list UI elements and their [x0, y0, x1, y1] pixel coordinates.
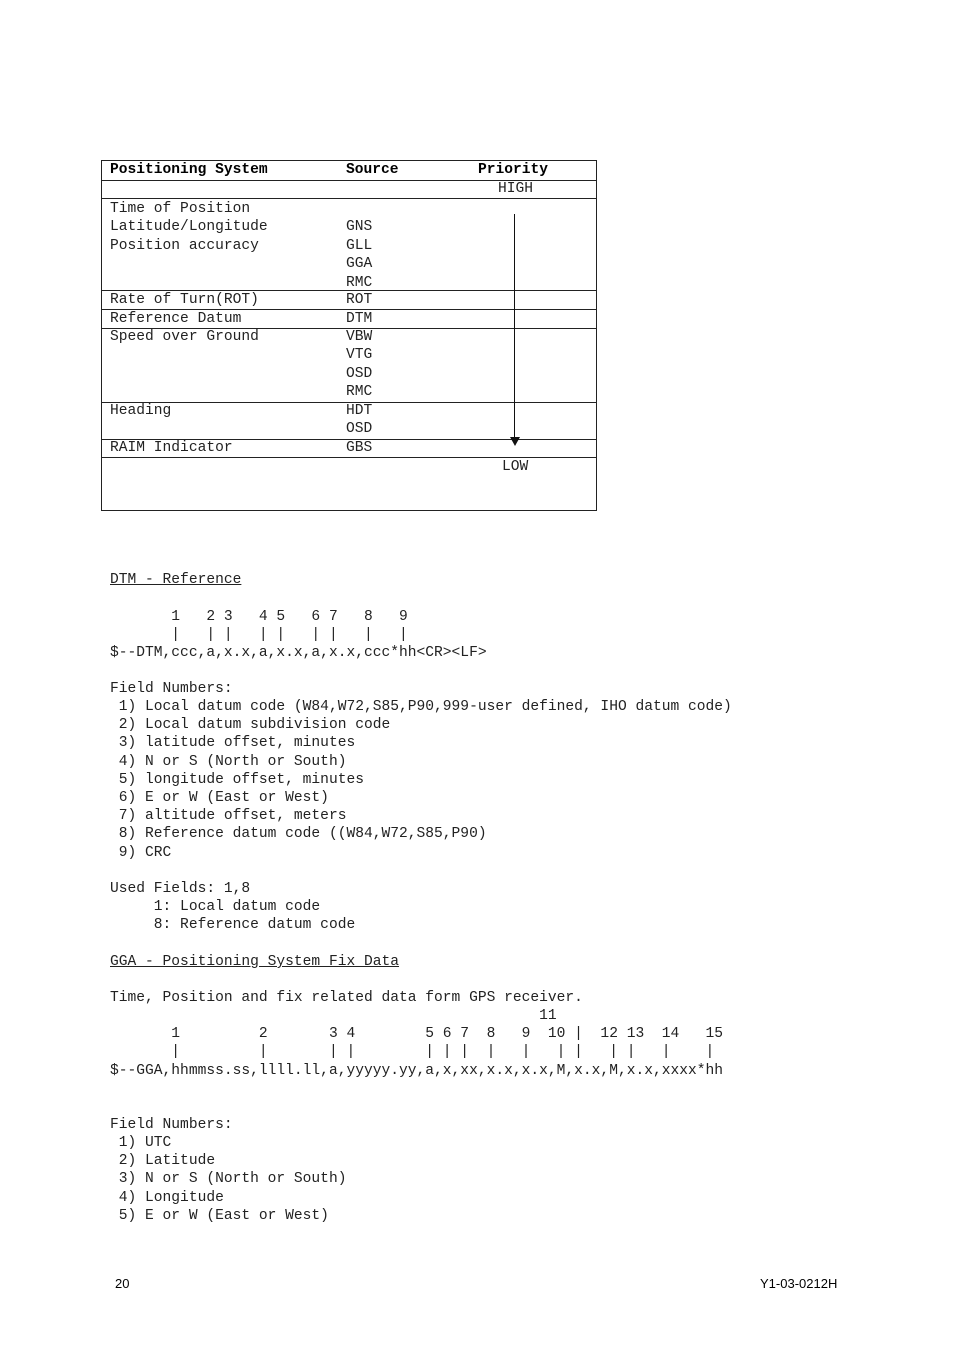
list-item: 2) Local datum subdivision code: [110, 717, 391, 734]
list-item: 8) Reference datum code ((W84,W72,S85,P90): [110, 826, 487, 843]
priority-high-label: HIGH: [498, 181, 534, 197]
list-item: 1) UTC: [110, 1135, 172, 1151]
dtm-field-list: [110, 698, 732, 862]
priority-arrow-line: [514, 214, 515, 440]
gga-sentence-diagram: 11 1 2 3 4 5 6 7 8 9 10 | 12 13 14 15 | | | | | | | | | | | | | | | $--GGA,hhmmss.ss,llll.ll,a,yyyyy.yy,a,x,xx,x.x,x.x,M,x.x,M,x.x,xxxx*hh: [110, 1008, 724, 1079]
group-reference-datum-sources: DTM: [346, 311, 373, 327]
gga-description: Time, Position and fix related data form GPS receiver.: [110, 990, 583, 1006]
priority-low-label: LOW: [502, 459, 529, 475]
arrow-down-icon: [510, 437, 520, 446]
group-reference-datum-system: Reference Datum: [110, 311, 242, 327]
header-priority: Priority: [478, 162, 549, 178]
gga-field-list: [110, 1134, 346, 1225]
list-item: 8: Reference datum code: [110, 917, 356, 934]
document-id: Y1-03-0212H: [760, 1276, 838, 1291]
group-rot-sources: ROT: [346, 292, 373, 308]
gga-fields-title: Field Numbers:: [110, 1117, 233, 1133]
header-source: Source: [346, 162, 399, 178]
list-item: 5) E or W (East or West): [110, 1207, 329, 1224]
dtm-fields-title: Field Numbers:: [110, 681, 233, 697]
list-item: 4) Longitude: [110, 1189, 224, 1206]
group-time-position-system: Time of Position Latitude/Longitude Position accuracy: [110, 201, 268, 254]
group-raim-system: RAIM Indicator: [110, 440, 233, 456]
group-speed-system: Speed over Ground: [110, 329, 259, 345]
list-item: 3) latitude offset, minutes: [110, 735, 356, 752]
list-item: 3) N or S (North or South): [110, 1171, 347, 1188]
list-item: 1) Local datum code (W84,W72,S85,P90,999-user defined, IHO datum code): [110, 699, 732, 715]
page-number: 20: [115, 1276, 130, 1291]
dtm-section-title: DTM - Reference: [110, 572, 242, 588]
group-heading-sources: HDT OSD: [346, 403, 373, 438]
dtm-used-fields-list: [110, 898, 355, 934]
list-item: 7) altitude offset, meters: [110, 808, 347, 825]
group-time-position-sources: GNS GLL GGA RMC: [346, 219, 373, 291]
dtm-used-fields-title: Used Fields: 1,8: [110, 881, 251, 897]
list-item: 5) longitude offset, minutes: [110, 771, 364, 788]
list-item: 4) N or S (North or South): [110, 753, 347, 770]
list-item: 9) CRC: [110, 844, 172, 861]
list-item: 2) Latitude: [110, 1153, 216, 1170]
group-speed-sources: VBW VTG OSD RMC: [346, 329, 373, 401]
group-heading-system: Heading: [110, 403, 172, 419]
list-item: 6) E or W (East or West): [110, 790, 329, 807]
divider: [102, 198, 596, 199]
dtm-sentence-diagram: 1 2 3 4 5 6 7 8 9 | | | | | | | | | $--DTM,ccc,a,x.x,a,x.x,a,x.x,ccc*hh<CR><LF>: [110, 609, 487, 662]
priority-table: [101, 160, 597, 511]
group-raim-sources: GBS: [346, 440, 373, 456]
header-positioning-system: Positioning System: [110, 162, 268, 178]
gga-section-title: GGA - Positioning System Fix Data: [110, 954, 400, 970]
list-item: 1: Local datum code: [110, 899, 321, 915]
group-rot-system: Rate of Turn(ROT): [110, 292, 259, 308]
